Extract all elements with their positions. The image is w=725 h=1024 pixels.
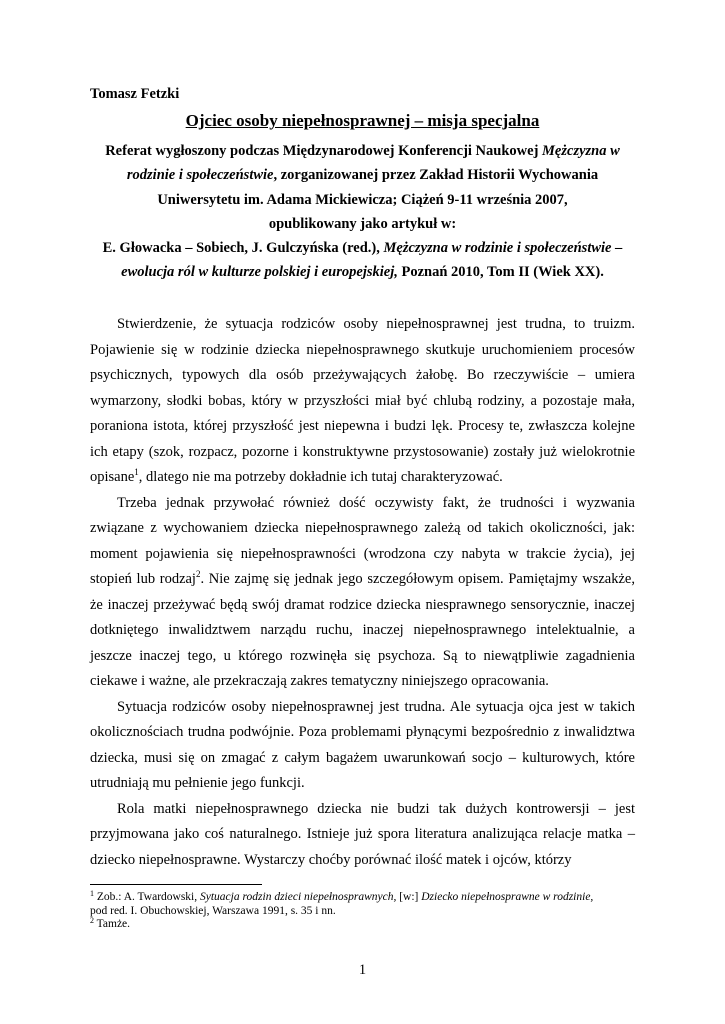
footnote-2: $^2$ Tamże. xyxy=(90,916,131,930)
meta-line-3: Uniwersytetu im. Adama Mickiewicza; Ciążeń 9-11 września 2007, xyxy=(157,191,568,208)
paragraph-4: Rola matki niepełnosprawnego dziecka nie budzi tak dużych kontrowersji – jest przyjmowana jako coś naturalnego. Istnieje już spora literatura analizująca relacje matka – dziecko niepełnosprawne. Wystarczy choćby porównać ilość matek i ojców, którzy xyxy=(90,800,635,868)
footnote-ref-2: 2 xyxy=(195,569,201,579)
article-title: Ojciec osoby niepełnosprawnej – misja specjalna xyxy=(185,111,540,130)
meta-line-4: opublikowany jako artykuł w: xyxy=(268,215,457,232)
meta-line-5-italic: Mężczyzna w rodzinie i społeczeństwie – xyxy=(383,240,623,257)
meta-line-2-italic: rodzinie i społeczeństwie xyxy=(126,167,274,184)
footnote-divider xyxy=(90,884,262,885)
document-page xyxy=(90,0,635,1024)
paragraph-1: Stwierdzenie, że sytuacja rodziców osoby niepełnosprawnej jest trudna, to truizm. Pojawienie się w rodzinie dziecka niepełnosprawnego skutkuje uruchomieniem procesów psychicznych, typowych dla osób przeżywających żałobę. Bo rzeczywiście – umiera wymarzony, słodki bobas, który w przyszłości miał być chlubą rodziny, a pozostaje mała, poraniona istota, której przyszłość jest niepewna i budzi lęk. Procesy te, zwłaszcza kolejne ich etapy (szok, rozpacz, pozorne i konstruktywne przystosowanie) zostały już wielokrotnie opisane$^1$, dlatego nie ma potrzeby dokładnie ich tutaj charakteryzować. xyxy=(90,316,635,485)
meta-line-2b: , zorganizowanej przez Zakład Historii Wychowania xyxy=(273,167,599,184)
paragraph-2: Trzeba jednak przywołać również dość oczywisty fakt, że trudności i wyzwania związane z wychowaniem dziecka niepełnosprawnego zależą od takich okoliczności, jak: moment pojawienia się niepełnosprawności (wrodzona czy nabyta w trakcie życia), jej stopień lub rodzaj$^2$. Nie zajmę się jednak jego szczegółowym opisem. Pamiętajmy wszakże, że inaczej przeżywać będą swój dramat rodzice dziecka niesprawnego sensorycznie, inaczej dotkniętego inwalidztwem narządu ruchu, inaczej niepełnosprawnego intelektualnie, a jeszcze inaczej tego, u którego rozwinęła się psychoza. Są to niewątpliwie zagadnienia ciekawe i ważne, ale przekraczają zakres tematyczny niniejszego opracowania. xyxy=(90,494,635,689)
article-body xyxy=(90,312,635,873)
footnotes xyxy=(90,891,635,932)
meta-line-6-italic: ewolucja ról w kulturze polskiej i europejskiej, xyxy=(121,264,398,281)
publication-info xyxy=(90,139,635,285)
paragraph-3: Sytuacja rodziców osoby niepełnosprawnej jest trudna. Ale sytuacja ojca jest w takich okolicznościach trudna podwójnie. Poza problemami płynącymi bezpośrednio z inwalidztwa dziecka, musi się on zmagać z całym bagażem uwarunkowań socjo – kulturowych, które utrudniają mu pełnienie jego funkcji. xyxy=(90,698,635,791)
meta-line-5a: E. Głowacka – Sobiech, J. Gulczyńska (red.), xyxy=(102,240,384,257)
meta-line-6b: Poznań 2010, Tom II (Wiek XX). xyxy=(397,264,604,281)
page-number: 1 xyxy=(358,962,367,978)
footnote-1-cont: pod red. I. Obuchowskiej, Warszawa 1991, s. 35 i nn. xyxy=(90,904,336,917)
meta-line-1a: Referat wygłoszony podczas Międzynarodowej Konferencji Naukowej xyxy=(105,143,543,159)
footnote-ref-1: 1 xyxy=(134,467,139,477)
footnote-1: $^1$ Zob.: A. Twardowski, Sytuacja rodzin dzieci niepełnosprawnych, [w:] Dziecko niepełnosprawne w rodzinie, xyxy=(90,889,594,903)
meta-line-1-italic: Mężczyzna w xyxy=(542,143,620,159)
author-name: Tomasz Fetzki xyxy=(90,86,180,102)
